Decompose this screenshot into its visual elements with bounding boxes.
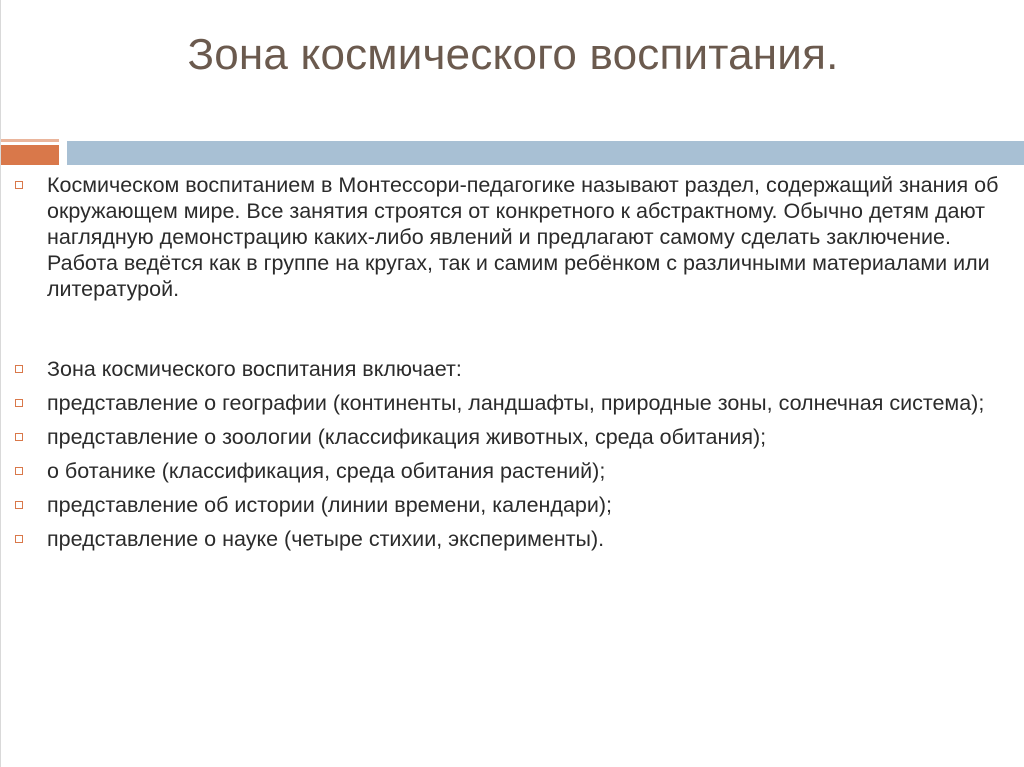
accent-bar-blue [67, 141, 1024, 165]
list-item-text: представление об истории (линии времени, календари); [47, 493, 613, 517]
list-item [13, 172, 1013, 302]
list-item-text: Космическом воспитанием в Монтессори-педагогике называют раздел, содержащий знания об окружающем мире. Все занятия строятся от конкретного к абстрактному. Обычно детям дают наглядную демонстрацию каких-либо явлений и предлагают самому сделать заключение. Работа ведётся как в группе на кругах, так и самим ребёнком с различными материалами или литературой. [47, 173, 999, 301]
list-item-text: представление о географии (континенты, ландшафты, природные зоны, солнечная система); [47, 391, 985, 415]
list-item [13, 458, 1013, 484]
list-item [13, 492, 1013, 518]
slide-title: Зона космического воспитания. [187, 30, 839, 79]
list-item [13, 424, 1013, 450]
list-item-text: о ботанике (классификация, среда обитания растений); [47, 459, 606, 483]
list-item-text: Зона космического воспитания включает: [47, 357, 462, 381]
list-item [13, 356, 1013, 382]
list-item-text: представление о науке (четыре стихии, эксперименты). [47, 527, 605, 551]
hollow-square-bullet-icon [15, 535, 23, 543]
list-item [13, 526, 1013, 552]
list-item-text: представление о зоологии (классификация животных, среда обитания); [47, 425, 767, 449]
hollow-square-bullet-icon [15, 501, 23, 509]
list-item [13, 390, 1013, 416]
hollow-square-bullet-icon [15, 181, 23, 189]
hollow-square-bullet-icon [15, 433, 23, 441]
accent-bar-orange [1, 145, 59, 165]
bullet-list [13, 172, 1013, 560]
hollow-square-bullet-icon [15, 399, 23, 407]
accent-bar-orange-highlight [1, 139, 59, 142]
hollow-square-bullet-icon [15, 467, 23, 475]
hollow-square-bullet-icon [15, 365, 23, 373]
